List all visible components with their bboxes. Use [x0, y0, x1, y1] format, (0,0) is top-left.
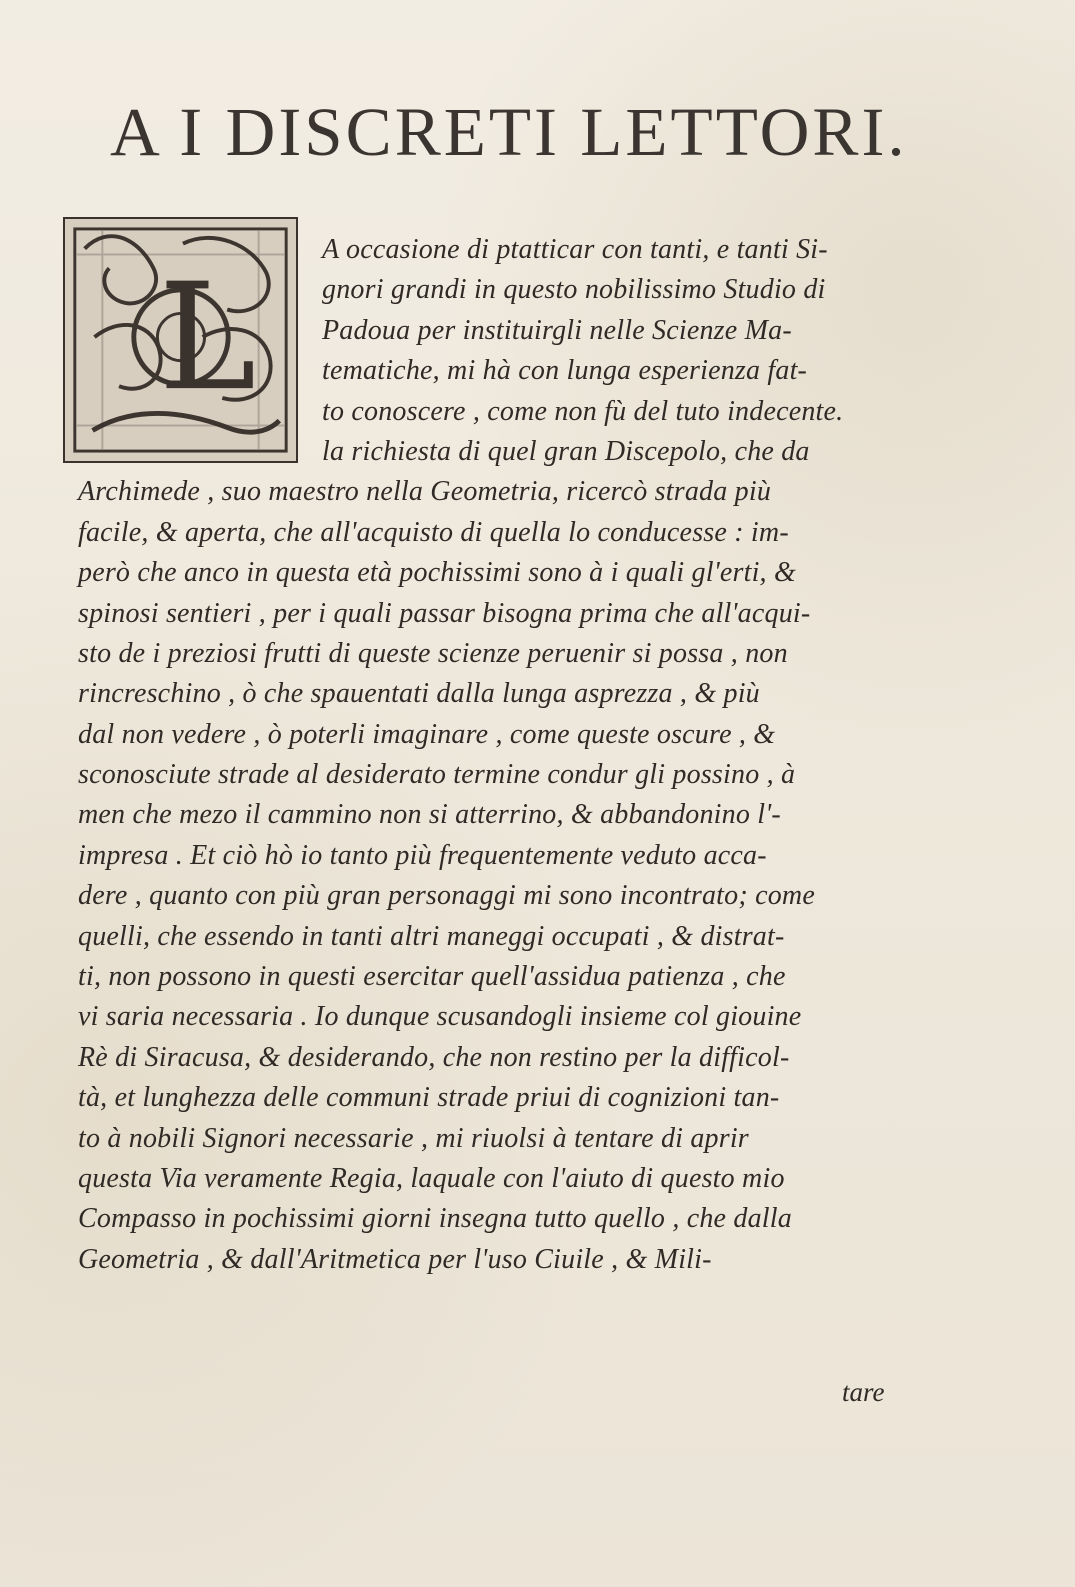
page-title: A I DISCRETI LETTORI. [110, 94, 908, 170]
text-line: Archimede , suo maestro nella Geometria, ricercò strada più [78, 476, 772, 508]
text-line: to conoscere , come non fù del tuto indecente. [322, 395, 844, 427]
text-line: però che anco in questa età pochissimi sono à i quali gl'erti, & [78, 557, 796, 589]
text-line: sconosciute strade al desiderato termine condur gli possino , à [78, 759, 796, 791]
text-line: quelli, che essendo in tanti altri maneggi occupati , & distrat- [78, 920, 785, 952]
text-line: ti, non possono in questi esercitar quell'assidua patienza , che [78, 961, 786, 993]
text-line: impresa . Et ciò hò io tanto più frequentemente veduto acca- [78, 839, 767, 871]
text-line: dal non vedere , ò poterli imaginare , come queste oscure , & [78, 718, 776, 750]
catchword: tare [842, 1377, 885, 1407]
text-line: to à nobili Signori necessarie , mi riuolsi à tentare di aprir [78, 1122, 749, 1154]
svg-text:L: L [158, 251, 257, 424]
text-line: dere , quanto con più gran personaggi mi sono incontrato; come [78, 880, 815, 912]
text-line: sto de i preziosi frutti di queste scienze peruenir si possa , non [78, 637, 788, 669]
main-text [78, 230, 953, 1280]
text-line: rincreschino , ò che spauentati dalla lunga asprezza , & più [78, 678, 760, 710]
text-line: spinosi sentieri , per i quali passar bisogna prima che all'acqui- [78, 597, 811, 629]
text-line: Padoua per instituirgli nelle Scienze Ma- [322, 314, 792, 346]
text-line: Compasso in pochissimi giorni insegna tutto quello , che dalla [78, 1203, 792, 1235]
text-line: Rè di Siracusa, & desiderando, che non restino per la difficol- [78, 1041, 790, 1073]
text-line: men che mezo il cammino non si atterrino, & abbandonino l'- [78, 799, 781, 831]
text-line: la richiesta di quel gran Discepolo, che da [322, 435, 810, 467]
text-line: Geometria , & dall'Aritmetica per l'uso Ciuile , & Mili- [78, 1243, 712, 1275]
text-line: vi saria necessaria . Io dunque scusandogli insieme col giouine [78, 1001, 802, 1033]
text-line: gnori grandi in questo nobilissimo Studio di [322, 274, 826, 306]
text-line: A occasione di ptatticar con tanti, e tanti Si- [322, 234, 828, 265]
text-line: tà, et lunghezza delle communi strade priui di cognizioni tan- [78, 1082, 780, 1114]
text-line: tematiche, mi hà con lunga esperienza fat- [322, 355, 808, 387]
text-line: facile, & aperta, che all'acquisto di quella lo conducesse : im- [78, 516, 789, 548]
text-line: questa Via veramente Regia, laquale con l'aiuto di questo mio [78, 1162, 785, 1194]
